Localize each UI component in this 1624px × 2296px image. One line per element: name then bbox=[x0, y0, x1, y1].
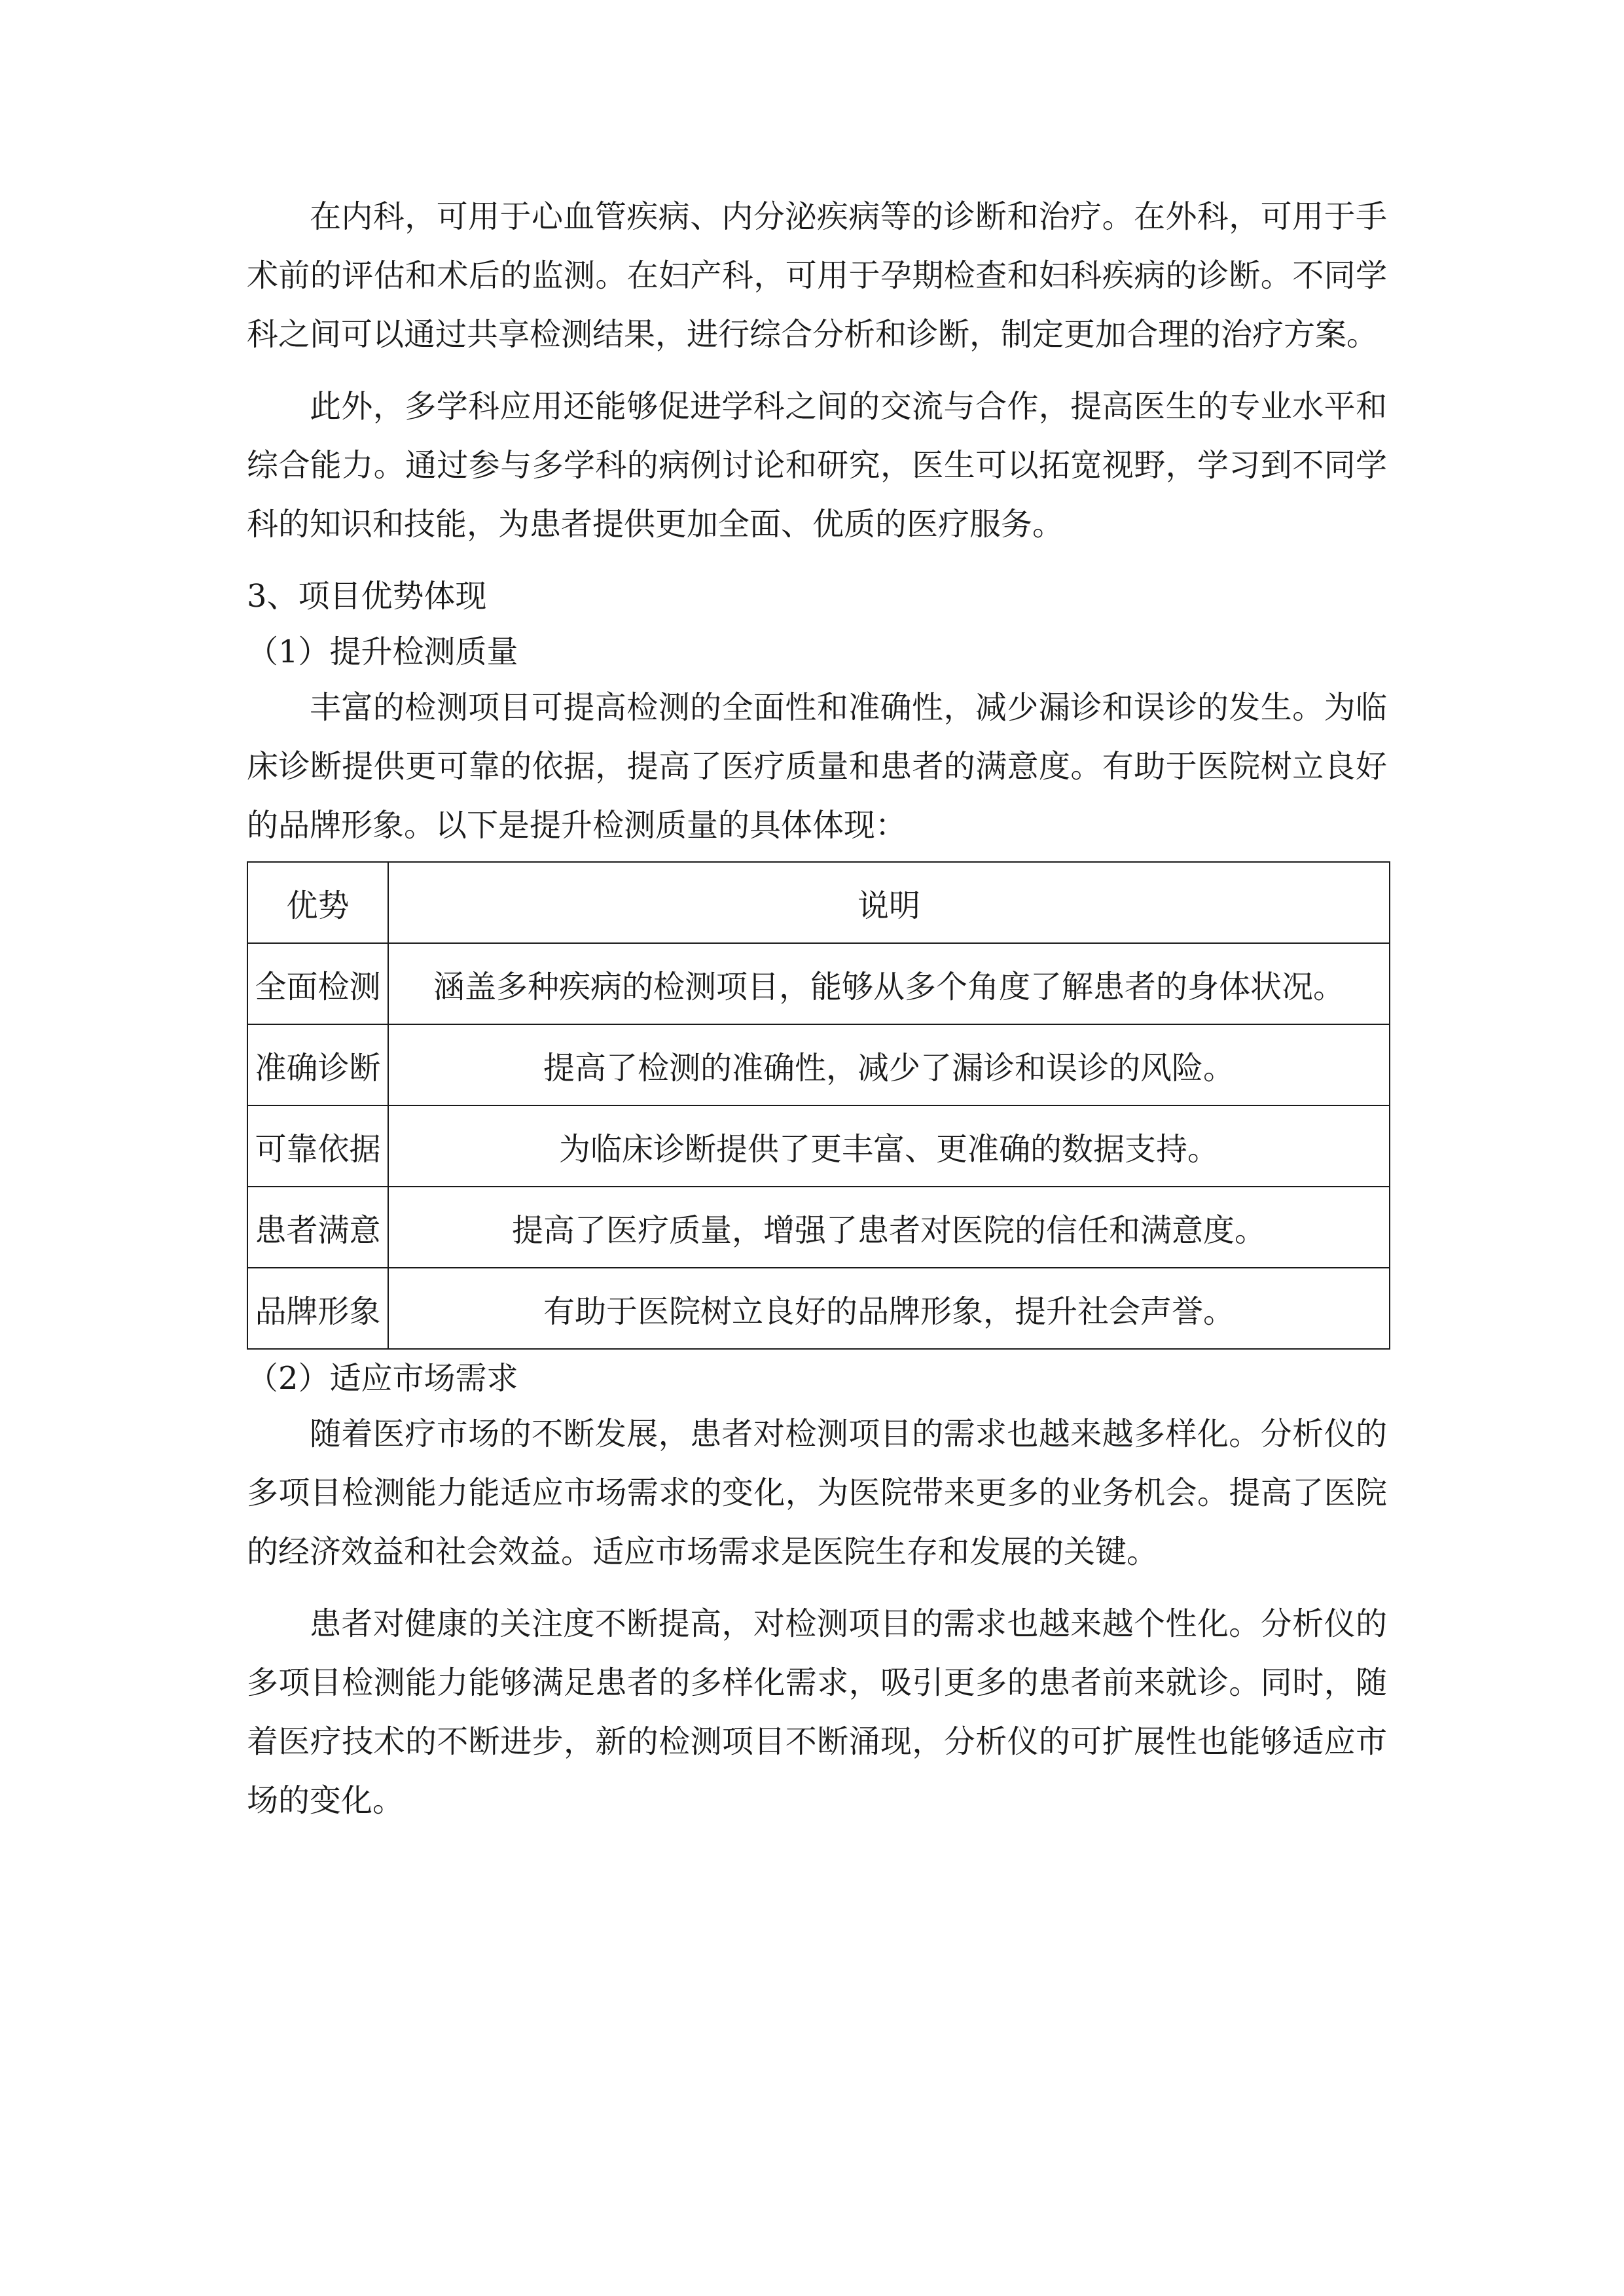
table-cell-advantage: 患者满意 bbox=[247, 1187, 388, 1268]
paragraph-multidiscipline-departments: 在内科，可用于心血管疾病、内分泌疾病等的诊断和治疗。在外科，可用于手术前的评估和术后的监测。在妇产科，可用于孕期检查和妇科疾病的诊断。不同学科之间可以通过共享检测结果，进行综合分析和诊断，制定更加合理的治疗方案。 bbox=[247, 198, 1387, 353]
table-cell-description: 有助于医院树立良好的品牌形象，提升社会声誉。 bbox=[388, 1268, 1390, 1349]
table-cell-advantage: 品牌形象 bbox=[247, 1268, 388, 1349]
table-row bbox=[247, 1024, 1390, 1105]
advantages-table bbox=[247, 861, 1390, 1350]
table-cell-description: 提高了检测的准确性，减少了漏诊和误诊的风险。 bbox=[388, 1024, 1390, 1105]
table-cell-advantage: 可靠依据 bbox=[247, 1105, 388, 1187]
paragraph-quality: 丰富的检测项目可提高检测的全面性和准确性，减少漏诊和误诊的发生。为临床诊断提供更可靠的依据，提高了医疗质量和患者的满意度。有助于医院树立良好的品牌形象。以下是提升检测质量的具体体现： bbox=[247, 689, 1387, 844]
paragraph-multidiscipline-cooperation: 此外，多学科应用还能够促进学科之间的交流与合作，提高医生的专业水平和综合能力。通过参与多学科的病例讨论和研究，医生可以拓宽视野，学习到不同学科的知识和技能，为患者提供更加全面、优质的医疗服务。 bbox=[247, 388, 1387, 543]
table-row bbox=[247, 1105, 1390, 1187]
section-heading-advantages: 3、项目优势体现 bbox=[247, 578, 487, 615]
document-body bbox=[247, 187, 1387, 1830]
table-row bbox=[247, 1268, 1390, 1349]
paragraph-patient-needs: 患者对健康的关注度不断提高，对检测项目的需求也越来越个性化。分析仪的多项目检测能力能够满足患者的多样化需求，吸引更多的患者前来就诊。同时，随着医疗技术的不断进步，新的检测项目不断涌现，分析仪的可扩展性也能够适应市场的变化。 bbox=[247, 1605, 1387, 1819]
subheading-market: （2）适应市场需求 bbox=[247, 1360, 518, 1397]
paragraph-market-demand: 随着医疗市场的不断发展，患者对检测项目的需求也越来越多样化。分析仪的多项目检测能力能适应市场需求的变化，为医院带来更多的业务机会。提高了医院的经济效益和社会效益。适应市场需求是医院生存和发展的关键。 bbox=[247, 1416, 1387, 1570]
table-header-advantage: 优势 bbox=[247, 862, 388, 943]
table-row bbox=[247, 1187, 1390, 1268]
table-cell-description: 提高了医疗质量，增强了患者对医院的信任和满意度。 bbox=[388, 1187, 1390, 1268]
table-header-row bbox=[247, 862, 1390, 943]
table-header-description: 说明 bbox=[388, 862, 1390, 943]
table-cell-description: 涵盖多种疾病的检测项目，能够从多个角度了解患者的身体状况。 bbox=[388, 943, 1390, 1024]
table-cell-advantage: 准确诊断 bbox=[247, 1024, 388, 1105]
table-cell-advantage: 全面检测 bbox=[247, 943, 388, 1024]
table-cell-description: 为临床诊断提供了更丰富、更准确的数据支持。 bbox=[388, 1105, 1390, 1187]
subheading-quality: （1）提升检测质量 bbox=[247, 634, 518, 670]
table-row bbox=[247, 943, 1390, 1024]
